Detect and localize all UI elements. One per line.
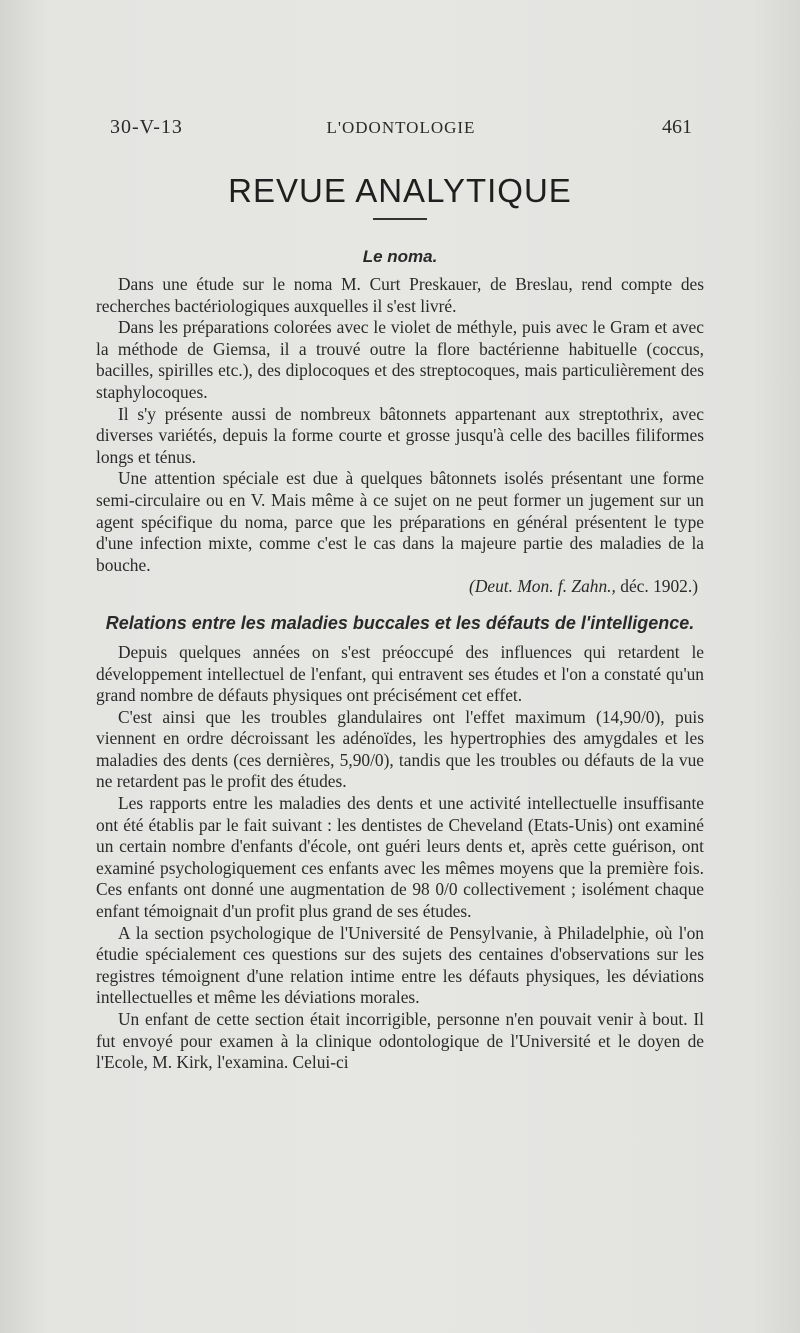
running-head: [110, 112, 692, 142]
page-number: 461: [662, 116, 692, 138]
title-rule: [373, 218, 427, 220]
page-title: REVUE ANALYTIQUE: [228, 172, 572, 209]
citation-date: déc. 1902.): [620, 576, 698, 597]
paragraph: Depuis quelques années on s'est préoccupé des influences qui retardent le développement intellectuel de l'enfant, qui entravent ses études et l'on a constaté qu'un grand nombre de défauts physiques ont précisément cet effet.: [96, 641, 704, 706]
paragraph: Dans une étude sur le noma M. Curt Preskauer, de Breslau, rend compte des recherches bactériologiques auxquelles il s'est livré.: [96, 274, 704, 316]
paragraph: C'est ainsi que les troubles glandulaires ont l'effet maximum (14,90/0), puis viennent en ordre décroissant les adénoïdes, les hypertrophies des amygdales et les maladies des dents (ces dernières, 5,90/0), tandis que les troubles ou défauts de la vue ne retardent pas le profit des études.: [96, 706, 704, 792]
paragraph: Une attention spéciale est due à quelques bâtonnets isolés présentant une forme semi-circulaire ou en V. Mais même à ce sujet on ne peut former un jugement sur un agent spécifique du noma, parce que les préparations en général présentent le type d'une infection mixte, comme c'est le cas dans la majeure partie des maladies de la bouche.: [96, 468, 704, 575]
paragraph: Il s'y présente aussi de nombreux bâtonnets appartenant aux streptothrix, avec diverses variétés, depuis la forme courte et grosse jusqu'à celle des bacilles filiformes longs et ténus.: [96, 403, 704, 467]
journal-name: L'ODONTOLOGIE: [326, 118, 476, 137]
article-body: [96, 244, 704, 1074]
paragraph: Dans les préparations colorées avec le violet de méthyle, puis avec le Gram et avec la méthode de Giemsa, il a trouvé outre la flore bactérienne habituelle (coccus, bacilles, spirilles etc.), des diplocoques et des streptocoques, mais particulièrement des staphylocoques.: [96, 317, 704, 402]
paragraph: Un enfant de cette section était incorrigible, personne n'en pouvait venir à bout. Il fut envoyé pour examen à la clinique odontologique de l'Université et le doyen de l'Ecole, M. Kirk, l'examina. Celui-ci: [96, 1009, 704, 1073]
citation: [96, 576, 704, 598]
section-heading-noma: Le noma.: [362, 247, 438, 266]
issue-date: 30-V-13: [110, 116, 183, 138]
section-heading-relations: Relations entre les maladies buccales et les défauts de l'intelligence.: [105, 612, 695, 633]
paragraph: Les rapports entre les maladies des dents et une activité intellectuelle insuffisante ont été établis par le fait suivant : les dentistes de Cheveland (Etats-Unis) ont examiné un certain nombre d'enfants d'école, ont guéri leurs dents et, après cette guérison, ont examiné psychologiquement ces enfants avec les mêmes moyens que la première fois. Ces enfants ont donné une augmentation de 98 0/0 collectivement ; isolément chaque enfant témoignait d'un profit plus grand de ses études.: [96, 793, 704, 922]
citation-source: (Deut. Mon. f. Zahn.,: [469, 576, 616, 597]
paragraph: A la section psychologique de l'Université de Pensylvanie, à Philadelphie, où l'on étudie spécialement ces questions sur des sujets des centaines d'observations sur les registres témoignent d'une relation intime entre les défauts physiques, les déviations intellectuelles et même les déviations morales.: [96, 922, 704, 1008]
